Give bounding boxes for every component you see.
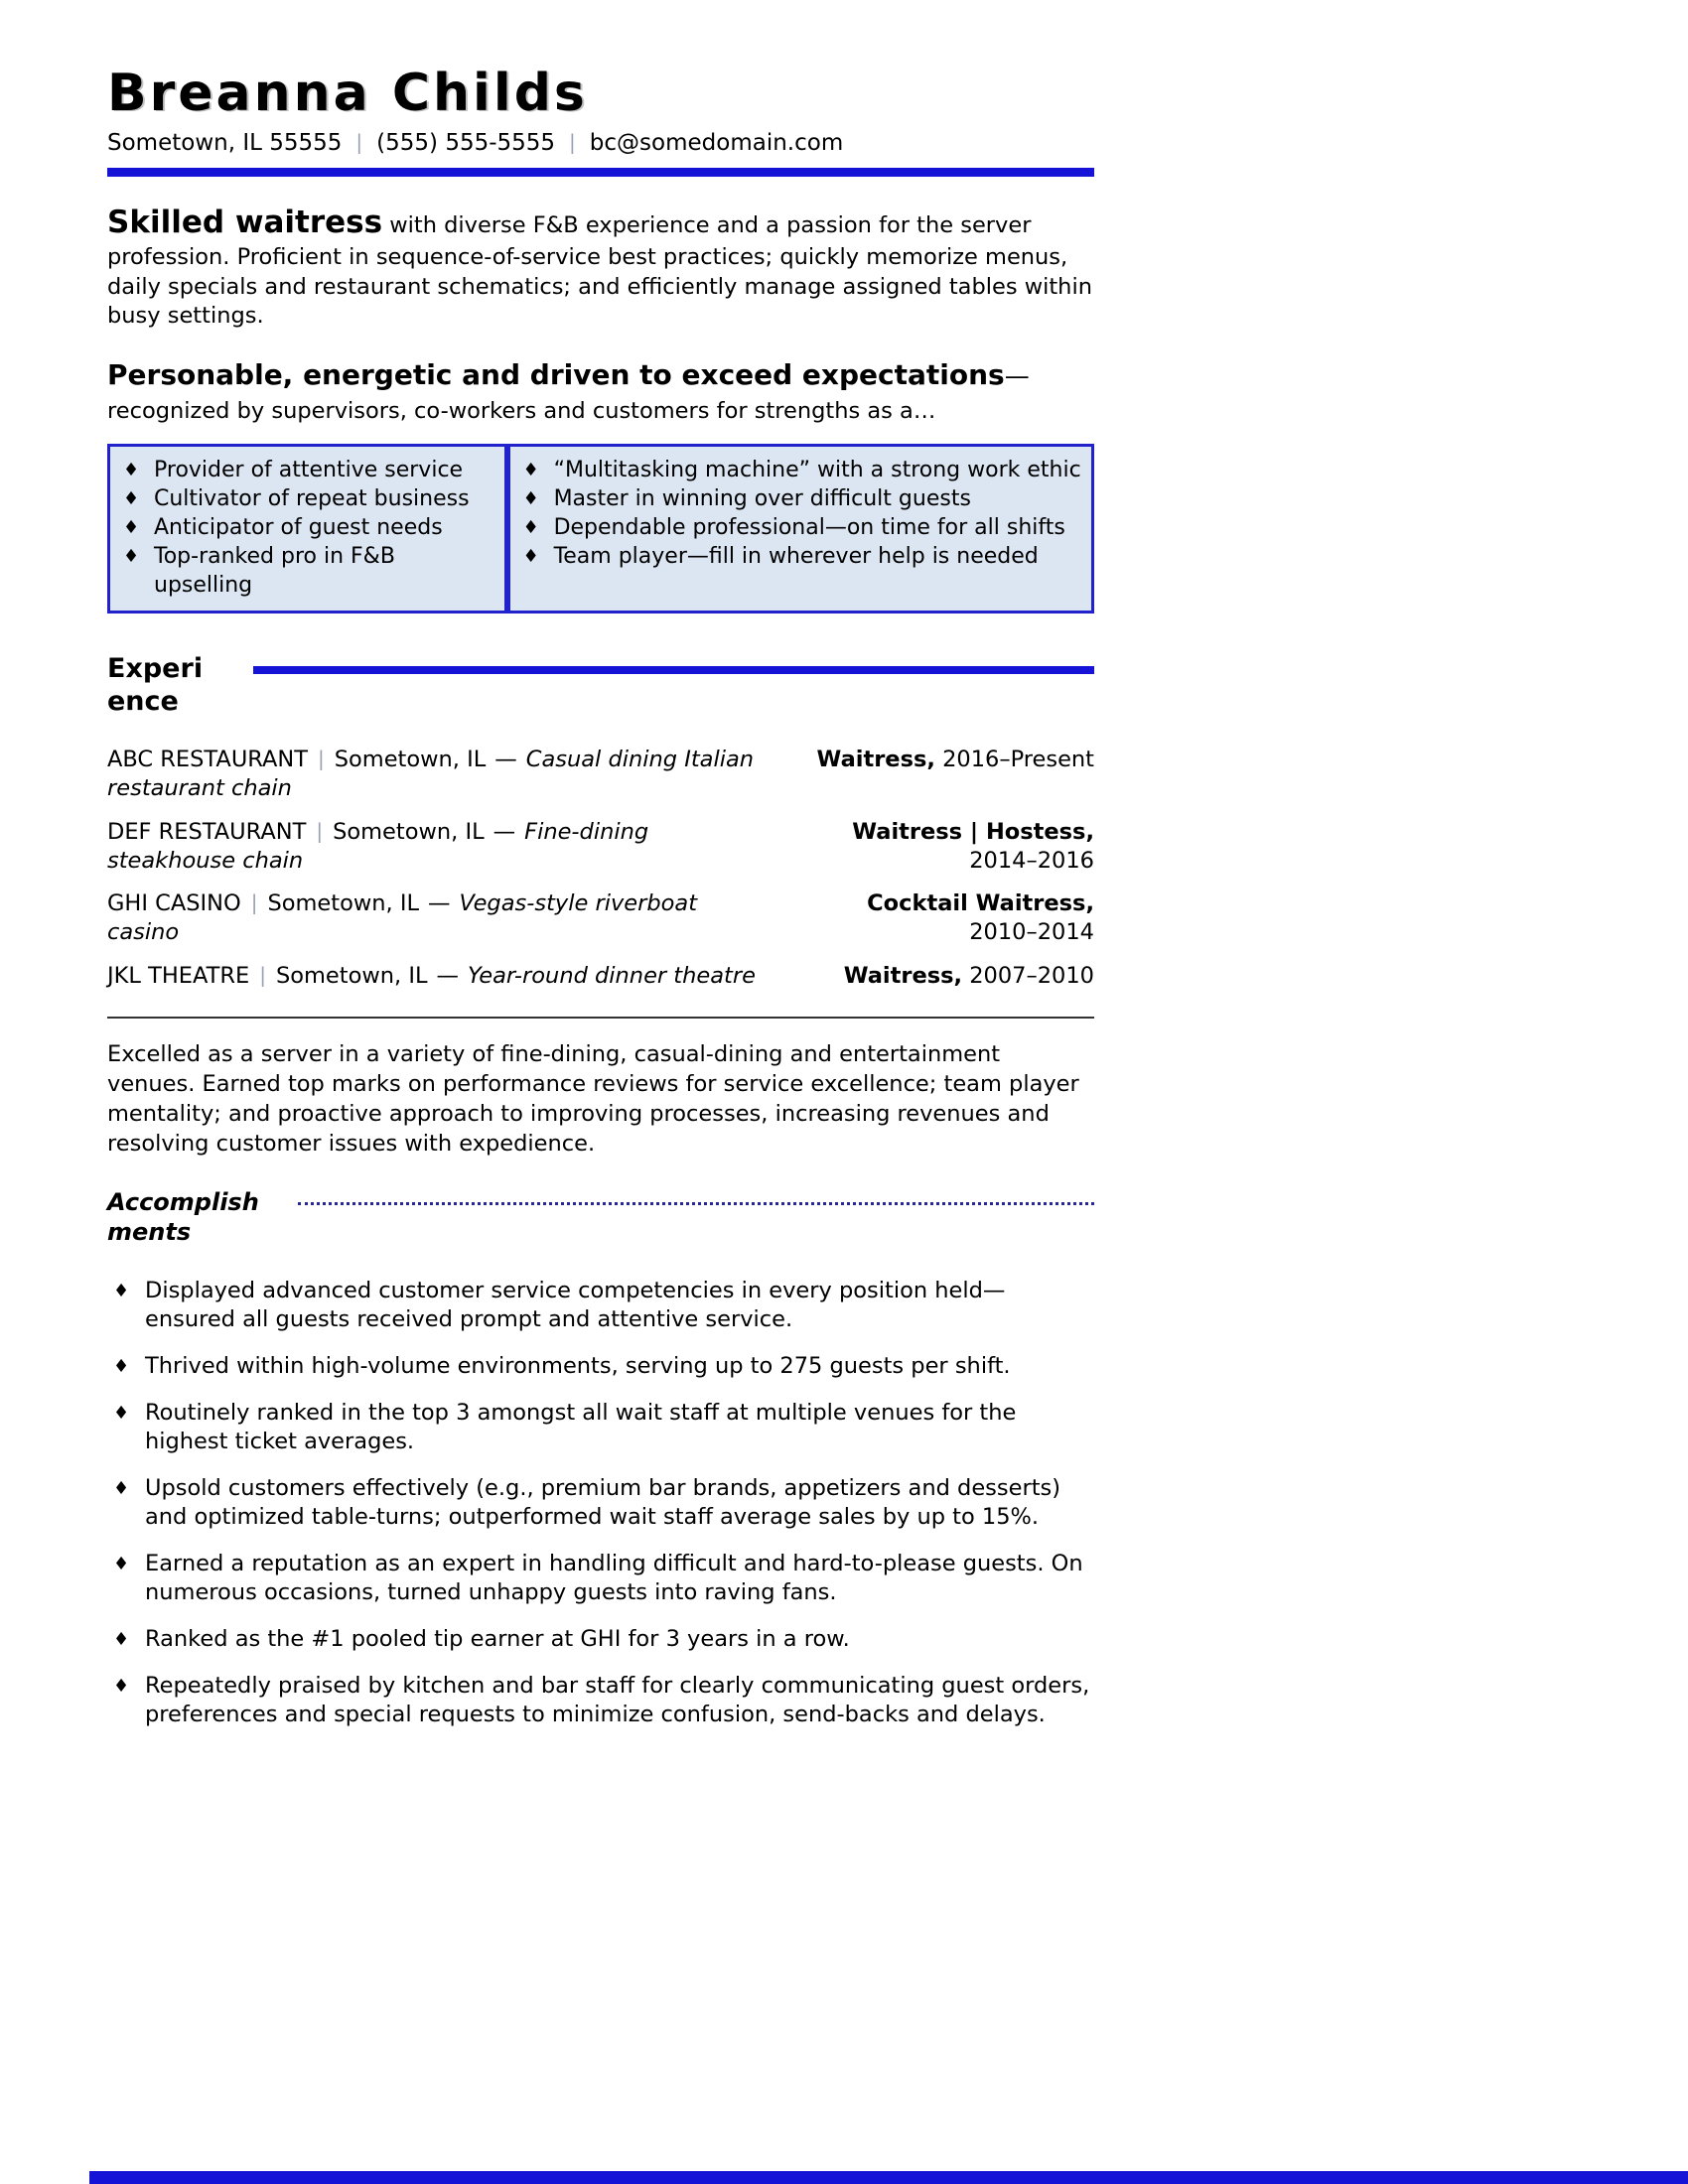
- accomplishment-text: Routinely ranked in the top 3 amongst all wait staff at multiple venues for the highest ticket averages.: [145, 1399, 1017, 1454]
- diamond-bullet-icon: ♦: [123, 546, 140, 568]
- strength-text: Team player—fill in wherever help is needed: [553, 544, 1039, 570]
- strength-item: [110, 513, 500, 542]
- resume-content: [107, 66, 1094, 1747]
- company-name: DEF RESTAURANT: [107, 818, 307, 845]
- experience-rule: [253, 666, 1094, 674]
- list-item: [107, 1277, 1094, 1334]
- list-item: [107, 1399, 1094, 1456]
- strength-text: Anticipator of guest needs: [154, 515, 443, 541]
- job-dates: 2007–2010: [969, 962, 1094, 989]
- entry-title-dates: [796, 818, 1094, 877]
- company-location: Sometown, IL: [334, 747, 487, 773]
- diamond-bullet-icon: ♦: [522, 488, 539, 510]
- list-item: [107, 1550, 1094, 1607]
- entry-company-line: [107, 962, 796, 991]
- entry-title-dates: [796, 889, 1094, 948]
- company-location: Sometown, IL: [275, 962, 428, 989]
- section-divider: [107, 1017, 1094, 1019]
- email-text: bc@somedomain.com: [589, 130, 844, 157]
- diamond-bullet-icon: ♦: [123, 488, 140, 510]
- experience-title: Experience: [107, 653, 204, 717]
- diamond-bullet-icon: ♦: [522, 546, 539, 568]
- diamond-bullet-icon: ♦: [113, 1675, 130, 1697]
- phone-text: (555) 555-5555: [376, 130, 556, 157]
- company-name: JKL THEATRE: [107, 962, 250, 989]
- headline: [107, 357, 1094, 392]
- job-dates: 2014–2016: [969, 847, 1094, 874]
- separator-bar: |: [259, 962, 266, 987]
- entry-company-line: [107, 746, 796, 804]
- diamond-bullet-icon: ♦: [123, 460, 140, 481]
- strengths-box: [107, 444, 1094, 614]
- diamond-bullet-icon: ♦: [113, 1477, 130, 1499]
- separator-bar: |: [250, 890, 258, 915]
- strength-text: “Multitasking machine” with a strong work ethic: [553, 458, 1081, 483]
- dash: —: [494, 747, 517, 773]
- separator-bar: |: [355, 130, 363, 155]
- headline-dash: —: [1004, 361, 1030, 391]
- accomplishment-text: Repeatedly praised by kitchen and bar staff for clearly communicating guest orders, preferences and special requests to minimize confusion, send-backs and delays.: [145, 1672, 1090, 1727]
- header-rule: [107, 168, 1094, 177]
- list-item: [107, 1474, 1094, 1532]
- list-item: [107, 1352, 1094, 1381]
- strength-item: [510, 542, 1087, 571]
- entry-title-dates: [796, 962, 1094, 991]
- experience-section-header: [107, 653, 1094, 718]
- headline-strong: Personable, energetic and driven to exceed expectations: [107, 358, 1005, 392]
- strengths-right-column: [507, 444, 1094, 614]
- company-name: ABC RESTAURANT: [107, 747, 308, 773]
- diamond-bullet-icon: ♦: [113, 1628, 130, 1650]
- company-location: Sometown, IL: [267, 890, 420, 917]
- dash: —: [492, 818, 516, 845]
- strengths-left-column: [107, 444, 507, 614]
- headline-subtext: recognized by supervisors, co-workers and customers for strengths as a…: [107, 398, 936, 425]
- accomplishments-section-header: [107, 1187, 1094, 1247]
- job-dates: 2010–2014: [969, 919, 1094, 946]
- accomplishments-list: [107, 1277, 1094, 1729]
- list-item: [107, 1672, 1094, 1729]
- job-title: Cocktail Waitress,: [867, 890, 1094, 917]
- diamond-bullet-icon: ♦: [113, 1355, 130, 1377]
- company-description: Year-round dinner theatre: [468, 962, 756, 989]
- job-title: Waitress,: [843, 962, 963, 989]
- summary-lead: Skilled waitress: [107, 205, 383, 241]
- experience-entries: [107, 746, 1094, 991]
- strength-item: [110, 456, 500, 484]
- entry-title-dates: [796, 746, 1094, 804]
- diamond-bullet-icon: ♦: [113, 1280, 130, 1301]
- company-description: Casual dining Italian restaurant chain: [107, 747, 754, 802]
- job-title: Waitress | Hostess,: [852, 818, 1094, 845]
- strength-item: [510, 484, 1087, 513]
- experience-entry: [107, 889, 1094, 948]
- diamond-bullet-icon: ♦: [113, 1402, 130, 1424]
- diamond-bullet-icon: ♦: [123, 517, 140, 539]
- accomplishment-text: Upsold customers effectively (e.g., premium bar brands, appetizers and desserts) and optimized table-turns; outperformed wait staff average sales by up to 15%.: [145, 1474, 1061, 1530]
- company-description: Vegas-style riverboat casino: [107, 890, 698, 946]
- accomplishment-text: Ranked as the #1 pooled tip earner at GHI for 3 years in a row.: [145, 1625, 850, 1652]
- job-title: Waitress,: [816, 747, 935, 773]
- dash: —: [428, 890, 451, 917]
- list-item: [107, 1625, 1094, 1654]
- strength-item: [510, 513, 1087, 542]
- experience-entry: [107, 746, 1094, 804]
- strength-text: Master in winning over difficult guests: [553, 486, 971, 512]
- contact-line: [107, 130, 1094, 156]
- accomplishments-title: Accomplishments: [107, 1187, 259, 1246]
- entry-company-line: [107, 818, 796, 877]
- experience-entry: [107, 962, 1094, 991]
- strength-item: [110, 542, 500, 600]
- location-text: Sometown, IL 55555: [107, 130, 343, 157]
- strength-text: Cultivator of repeat business: [154, 486, 470, 512]
- company-description: Fine-dining steakhouse chain: [107, 818, 649, 874]
- summary-paragraph: [107, 203, 1094, 332]
- accomplishment-text: Displayed advanced customer service competencies in every position held—ensured all guests received prompt and attentive service.: [145, 1277, 1006, 1332]
- accomplishment-text: Earned a reputation as an expert in handling difficult and hard-to-please guests. On numerous occasions, turned unhappy guests into raving fans.: [145, 1550, 1083, 1605]
- footer-rule: [89, 2171, 1688, 2184]
- diamond-bullet-icon: ♦: [113, 1553, 130, 1574]
- company-name: GHI CASINO: [107, 890, 241, 917]
- diamond-bullet-icon: ♦: [522, 460, 539, 481]
- separator-bar: |: [317, 747, 325, 771]
- strength-text: Provider of attentive service: [154, 458, 464, 483]
- separator-bar: |: [316, 818, 324, 843]
- strength-text: Top-ranked pro in F&B upselling: [154, 544, 395, 599]
- accomplishment-text: Thrived within high-volume environments, serving up to 275 guests per shift.: [145, 1352, 1011, 1379]
- strength-item: [510, 456, 1087, 484]
- accomplishments-dotted-rule: [298, 1202, 1094, 1205]
- job-dates: 2016–Present: [942, 747, 1094, 773]
- dash: —: [436, 962, 459, 989]
- summary-text: with diverse F&B experience and a passion for the server profession. Proficient in sequence-of-service best practices; quickly memorize menus, daily specials and restaurant schematics; and efficiently manage assigned tables within busy settings.: [107, 212, 1092, 330]
- strength-text: Dependable professional—on time for all shifts: [553, 515, 1065, 541]
- company-location: Sometown, IL: [333, 818, 485, 845]
- experience-entry: [107, 818, 1094, 877]
- experience-overview: Excelled as a server in a variety of fine-dining, casual-dining and entertainment venues. Earned top marks on performance reviews for service excellence; team player mentality; and proactive approach to improving processes, increasing revenues and resolving customer issues with expedience.: [107, 1040, 1079, 1157]
- strength-item: [110, 484, 500, 513]
- diamond-bullet-icon: ♦: [522, 517, 539, 539]
- entry-company-line: [107, 889, 796, 948]
- separator-bar: |: [569, 130, 576, 155]
- page-title: Breanna Childs: [107, 64, 588, 123]
